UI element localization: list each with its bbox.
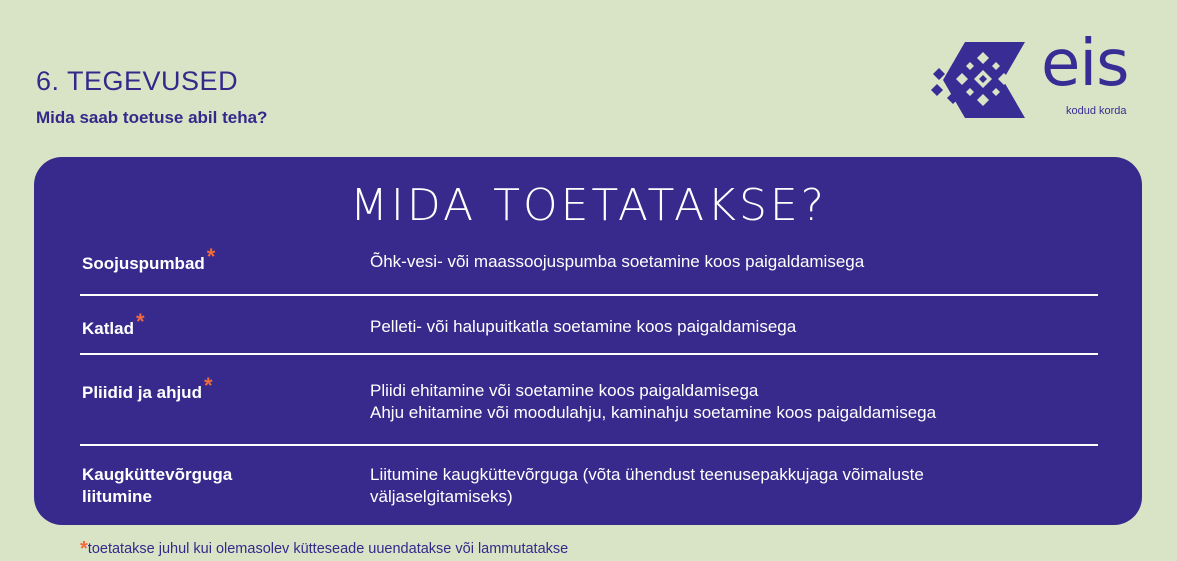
row-divider	[80, 444, 1098, 446]
panel-title: MIDA TOETATAKSE?	[349, 180, 828, 231]
row-label	[82, 464, 232, 508]
logo-wordmark: eis	[1041, 27, 1129, 101]
row-description	[370, 380, 1090, 424]
logo-tagline: kodud korda	[1066, 105, 1127, 117]
footnote	[80, 536, 568, 559]
asterisk-mark: *	[206, 244, 216, 269]
row-label: Katlad*	[82, 309, 145, 338]
row-label: Soojuspumbad*	[82, 244, 216, 273]
row-description-line: Pliidi ehitamine või soetamine koos paigaldamisega	[370, 381, 759, 400]
row-divider	[80, 294, 1098, 296]
row-label-line: Kaugküttevõrguga	[82, 465, 233, 484]
row-description: Õhk-vesi- või maassoojuspumba soetamine koos paigaldamisega	[370, 252, 865, 271]
footnote-text: toetatakse juhul kui olemasolev kütteseade uuendatakse või lammutatakse	[87, 541, 569, 557]
row-label: Pliidid ja ahjud*	[82, 373, 213, 402]
asterisk-mark: *	[203, 373, 213, 398]
section-number: 6. TEGEVUSED	[36, 66, 239, 96]
row-divider	[80, 353, 1098, 355]
snowflake-diamond-icon	[925, 38, 1035, 123]
row-description: Pelleti- või halupuitkatla soetamine koos paigaldamisega	[370, 317, 797, 336]
row-description	[370, 464, 1090, 508]
row-description-line: Liitumine kaugküttevõrguga (võta ühendust teenusepakkujaga võimaluste	[370, 465, 924, 484]
page-subtitle: Mida saab toetuse abil teha?	[36, 108, 268, 127]
row-label-line: liitumine	[82, 487, 152, 506]
row-description-line: väljaselgitamiseks)	[370, 487, 513, 506]
asterisk-mark: *	[135, 309, 145, 334]
asterisk-mark: *	[80, 538, 88, 560]
eis-logo	[925, 27, 1145, 123]
row-description-line: Ahju ehitamine või moodulahju, kaminahju soetamine koos paigaldamisega	[370, 403, 937, 422]
